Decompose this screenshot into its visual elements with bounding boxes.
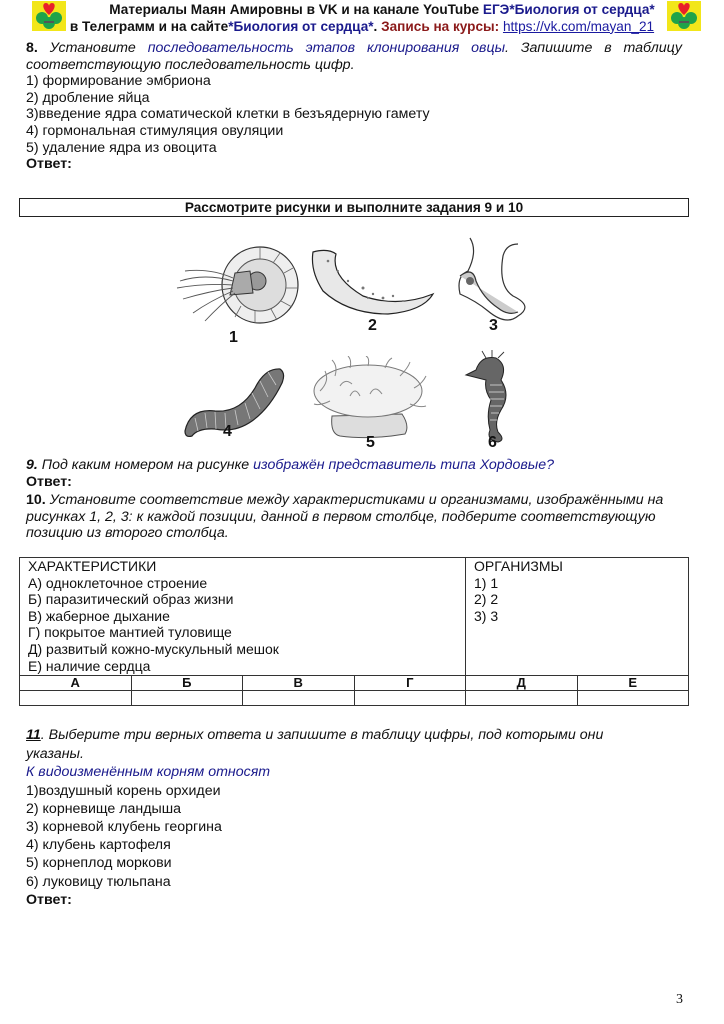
question-number: 9. (26, 457, 38, 473)
characteristic-item: Г) покрытое мантией туловище (28, 624, 232, 641)
question-10 (26, 492, 666, 542)
figure-label: 3 (489, 317, 498, 334)
question-9-prompt (26, 457, 682, 474)
figure-6-seahorse (456, 350, 516, 445)
figures-instruction-box: Рассмотрите рисунки и выполните задания 9 и 10 (19, 198, 689, 217)
question-number: 10. (26, 492, 46, 508)
characteristic-item: А) одноклеточное строение (28, 574, 208, 591)
option: 2) дробление яйца (26, 89, 150, 106)
figure-1-nautilus (175, 243, 300, 328)
characteristic-item: Д) развитый кожно-мускульный мешок (28, 640, 279, 657)
answer-input-row (20, 691, 689, 706)
answer-column-header: Д (466, 676, 578, 691)
prompt-highlight: К видоизменённым корням относят (26, 764, 271, 780)
figures-panel (160, 228, 560, 458)
option: 5) удаление ядра из овоцита (26, 139, 217, 156)
figure-label: 6 (488, 434, 497, 451)
figure-4-leech (180, 363, 290, 438)
header-line-1 (0, 2, 724, 19)
characteristic-item: Б) паразитический образ жизни (28, 591, 234, 608)
characteristic-item: Е) наличие сердца (28, 657, 151, 674)
answer-column-header: А (20, 676, 132, 691)
header-text: в Телеграмм и на сайте (69, 18, 229, 34)
option: 4) гормональная стимуляция овуляции (26, 122, 284, 139)
page-header (0, 2, 724, 35)
option: 1) формирование эмбриона (26, 73, 211, 90)
answer-cell[interactable] (243, 691, 355, 706)
question-8-prompt (26, 40, 682, 73)
figure-5-sea-anemone (310, 356, 428, 441)
answer-label: Ответ: (26, 473, 72, 490)
organism-item: 3) 3 (474, 607, 499, 624)
vk-link[interactable]: https://vk.com/mayan_21 (502, 18, 655, 34)
matching-table (19, 557, 689, 706)
answer-column-header: Е (577, 676, 689, 691)
answer-label: Ответ: (26, 156, 72, 173)
figure-label: 4 (223, 423, 232, 440)
characteristics-header: ХАРАКТЕРИСТИКИ (28, 558, 157, 574)
question-9 (26, 457, 682, 490)
figure-label: 2 (368, 317, 377, 334)
header-enroll-label: Запись на курсы: (381, 18, 503, 34)
question-11-prompt (26, 726, 636, 763)
organism-item: 1) 1 (474, 574, 499, 591)
option: 4) клубень картофеля (26, 837, 171, 854)
prompt-text: Под каким номером на рисунке (37, 457, 254, 473)
figure-2-flatworm (308, 246, 438, 316)
answer-label: Ответ: (26, 891, 72, 908)
option: 6) луковицу тюльпана (26, 873, 171, 890)
header-channel-name: ЕГЭ*Биология от сердца* (482, 2, 655, 17)
answer-cell[interactable] (466, 691, 578, 706)
answer-column-header: В (243, 676, 355, 691)
prompt-text: Установите соответствие между характеристиками и организмами, изображёнными на рисунках 1, 2, 3: к каждой позиции, данной в первом столбце, подберите соответствующую позицию из второго столбца. (26, 492, 664, 542)
organisms-header: ОРГАНИЗМЫ (474, 558, 563, 574)
option: 5) корнеплод моркови (26, 855, 172, 872)
question-number: 8. (26, 40, 38, 56)
header-line-2 (0, 19, 724, 36)
organism-item: 2) 2 (474, 591, 499, 608)
question-number: 11 (26, 727, 41, 743)
answer-column-header: Г (354, 676, 466, 691)
page-number: 3 (676, 992, 683, 1007)
characteristics-cell (20, 558, 466, 676)
prompt-highlight: последовательность этапов клонирования овцы (147, 40, 506, 56)
figure-label: 5 (366, 434, 375, 451)
header-separator: . (373, 18, 382, 34)
answer-cell[interactable] (131, 691, 243, 706)
header-site-name: *Биология от сердца* (228, 18, 374, 34)
prompt-text: . Запишите в таблицу соответствующую последовательность цифр. (26, 40, 682, 73)
option: 3)введение ядра соматической клетки в безъядерную гамету (26, 106, 430, 123)
answer-cell[interactable] (20, 691, 132, 706)
answer-column-header: Б (131, 676, 243, 691)
question-8 (26, 40, 682, 173)
option: 3) корневой клубень георгина (26, 818, 222, 835)
answer-cell[interactable] (577, 691, 689, 706)
option: 2) корневище ландыша (26, 800, 181, 817)
header-text: Материалы Маян Амировны в VK и на канале YouTube (109, 2, 483, 17)
prompt-text: . Выберите три верных ответа и запишите в таблицу цифры, под которыми они указаны. (26, 727, 604, 762)
question-10-prompt (26, 492, 666, 542)
organisms-cell (466, 558, 689, 676)
characteristic-item: В) жаберное дыхание (28, 607, 170, 624)
figure-label: 1 (229, 329, 238, 346)
prompt-highlight: изображён представитель типа Хордовые? (253, 457, 555, 473)
question-11 (26, 726, 636, 909)
answer-cell[interactable] (354, 691, 466, 706)
figure-3-trypanosome (448, 236, 538, 326)
prompt-text: Установите (37, 40, 148, 56)
option: 1)воздушный корень орхидеи (26, 782, 221, 799)
answer-header-row (20, 676, 689, 691)
